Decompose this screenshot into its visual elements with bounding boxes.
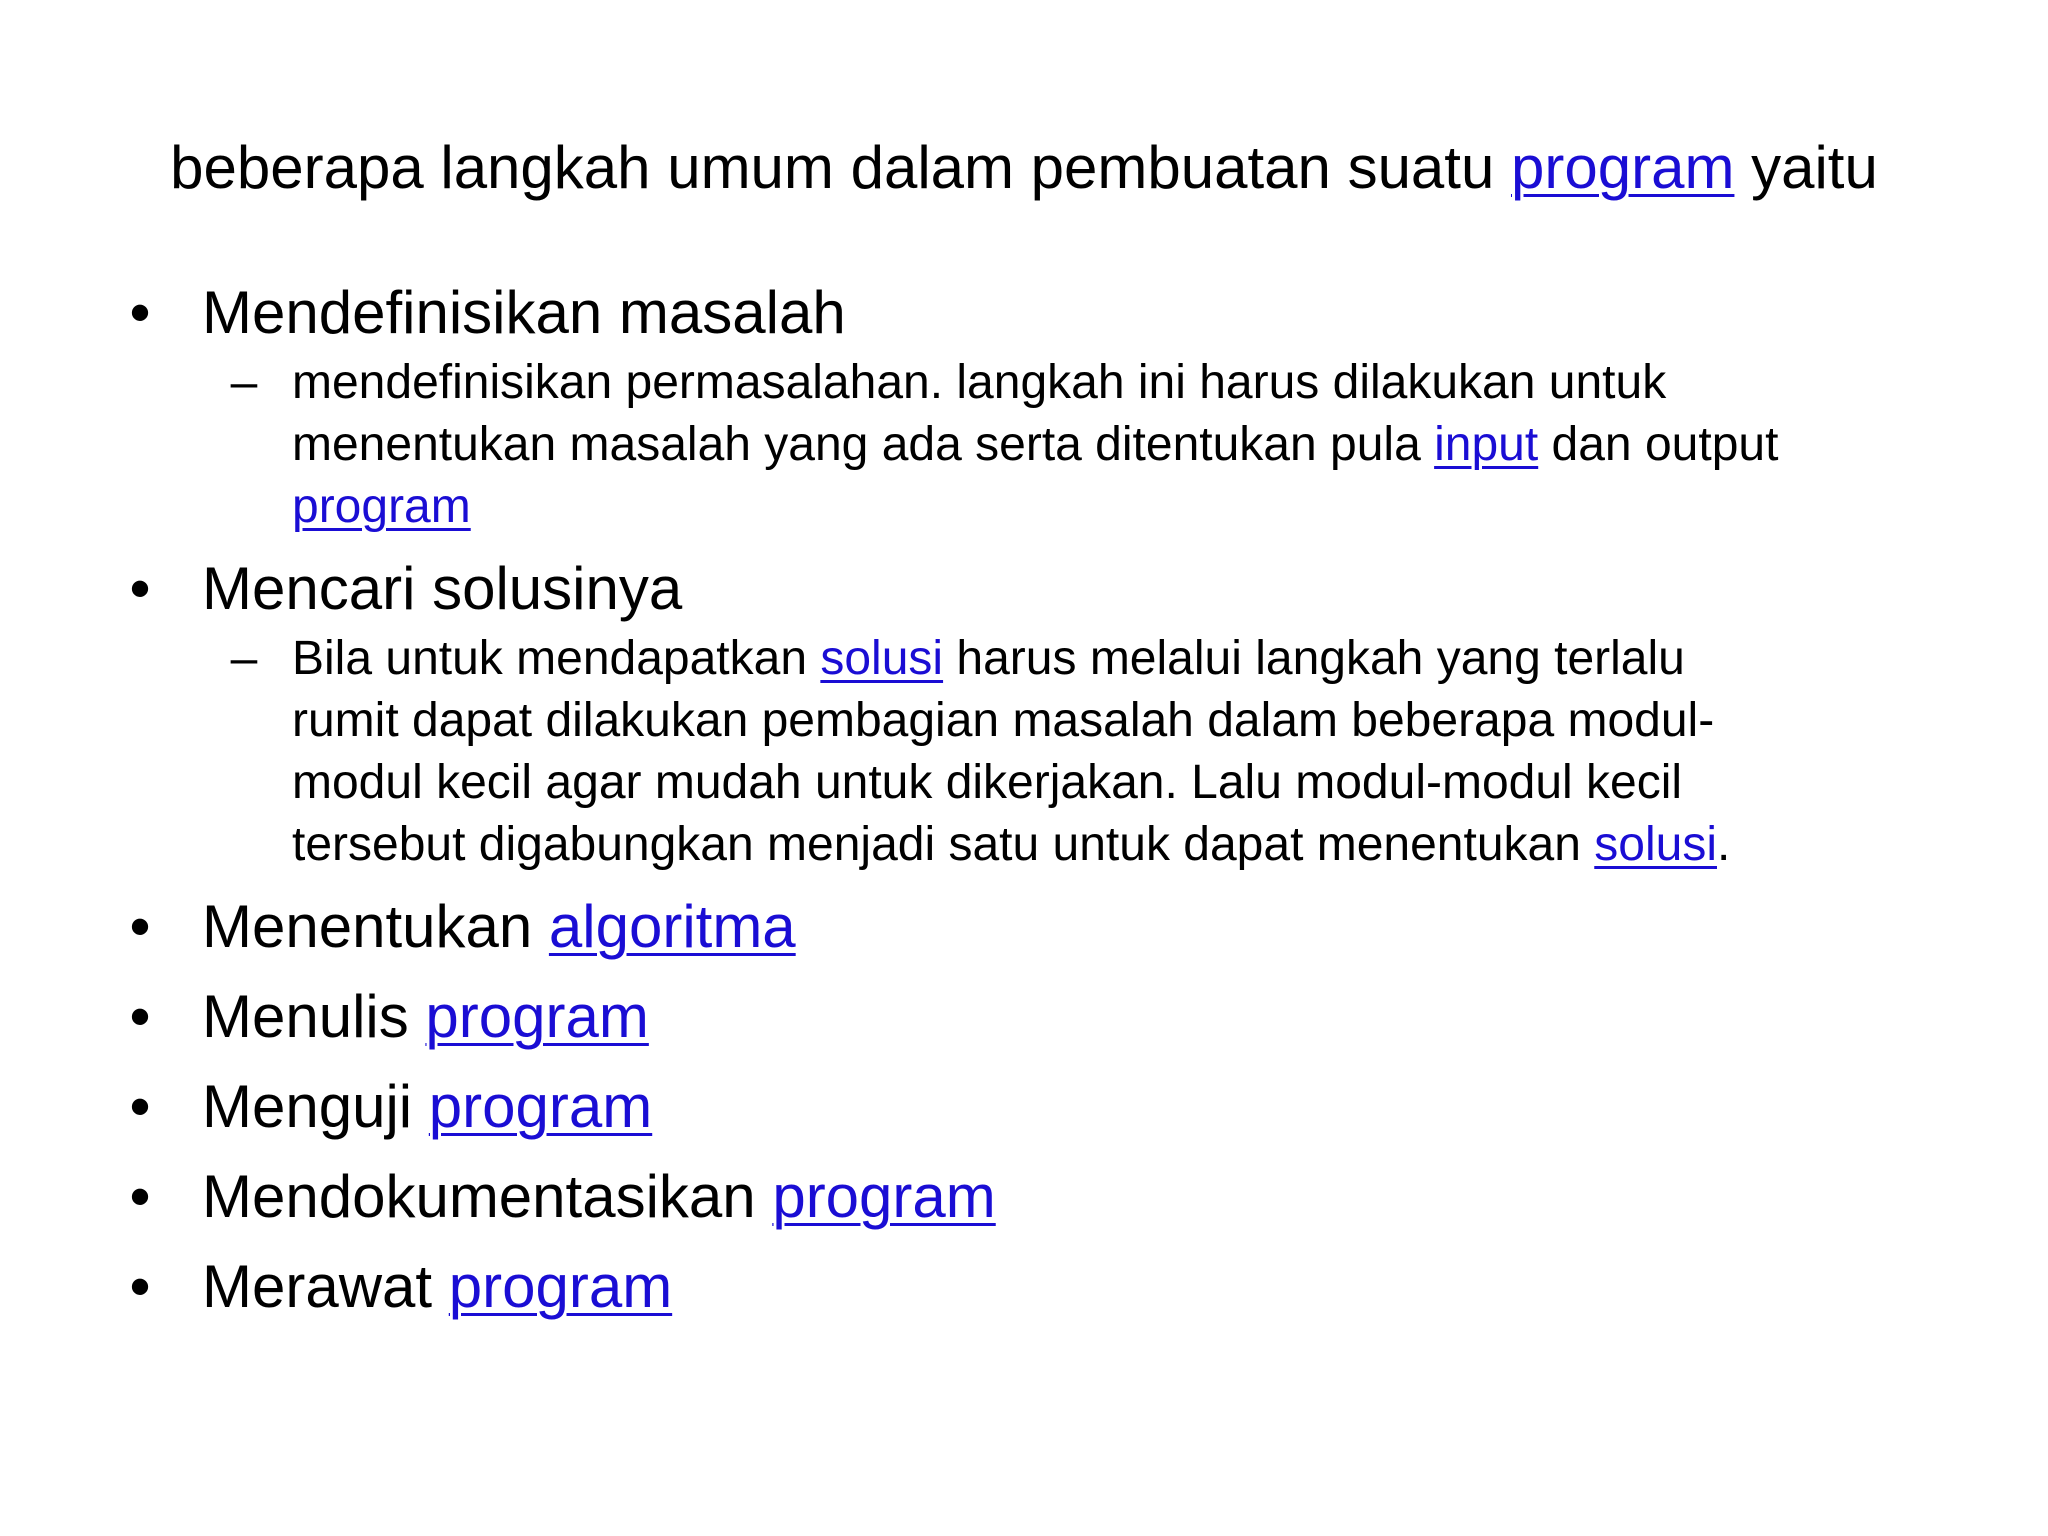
program-link[interactable]: program [428,1073,653,1140]
sub-item-text: Bila untuk mendapatkan [292,632,821,685]
sub-item-line [292,814,1960,876]
title-text-end: yaitu [1734,134,1878,201]
sub-item-find-solution [230,628,1960,876]
bullet-icon: • [129,1163,151,1230]
bullet-list [120,262,1960,1326]
bullet-icon: • [129,1253,151,1320]
list-item-algorithm [120,888,1960,966]
list-item-label: Mencari solusinya [202,555,683,622]
algoritma-link[interactable]: algoritma [548,893,796,960]
sub-item-text: tersebut digabungkan menjadi satu untuk dapat menentukan [292,818,1595,871]
program-link[interactable]: program [448,1253,673,1320]
sub-item-text: . [1716,818,1731,871]
bullet-icon: • [129,893,151,960]
program-link[interactable]: program [425,983,649,1050]
list-item-test-program [120,1068,1960,1146]
sub-item-line: mendefinisikan permasalahan. langkah ini harus dilakukan untuk [292,356,1667,409]
list-item-label: Merawat [202,1253,449,1320]
sub-item-line [292,476,1960,538]
solusi-link[interactable]: solusi [820,632,944,685]
sub-item-line: rumit dapat dilakukan pembagian masalah dalam beberapa modul- [292,694,1715,747]
dash-icon: – [230,356,258,409]
bullet-icon: • [129,1073,151,1140]
list-item-label: Mendefinisikan masalah [202,279,846,346]
title-text: beberapa langkah umum dalam pembuatan suatu [170,134,1512,201]
sub-item-define-problem [230,352,1960,538]
list-item-document-program [120,1158,1960,1236]
sub-item-line [292,628,1960,690]
program-link[interactable]: program [772,1163,996,1230]
list-item-maintain-program [120,1248,1960,1326]
sub-item-text: dan output [1538,418,1779,471]
dash-icon: – [230,632,258,685]
list-item-label: Menguji [202,1073,429,1140]
bullet-icon: • [129,279,151,346]
program-link[interactable]: program [292,480,471,533]
list-item-label: Menulis [202,983,426,1050]
list-item-write-program [120,978,1960,1056]
title-program-link[interactable]: program [1511,134,1735,201]
bullet-icon: • [129,983,151,1050]
slide-title [0,132,2048,204]
sub-item-text: menentukan masalah yang ada serta ditentukan pula [292,418,1435,471]
bullet-icon: • [129,555,151,622]
list-item-find-solution [120,550,1960,628]
list-item-define-problem [120,274,1960,352]
list-item-label: Mendokumentasikan [202,1163,773,1230]
solusi-link[interactable]: solusi [1594,818,1717,871]
sub-item-text: harus melalui langkah yang terlalu [943,632,1685,685]
sub-item-line [292,414,1960,476]
list-item-label: Menentukan [202,893,549,960]
sub-item-line: modul kecil agar mudah untuk dikerjakan. Lalu modul-modul kecil [292,756,1683,809]
input-link[interactable]: input [1434,418,1539,471]
